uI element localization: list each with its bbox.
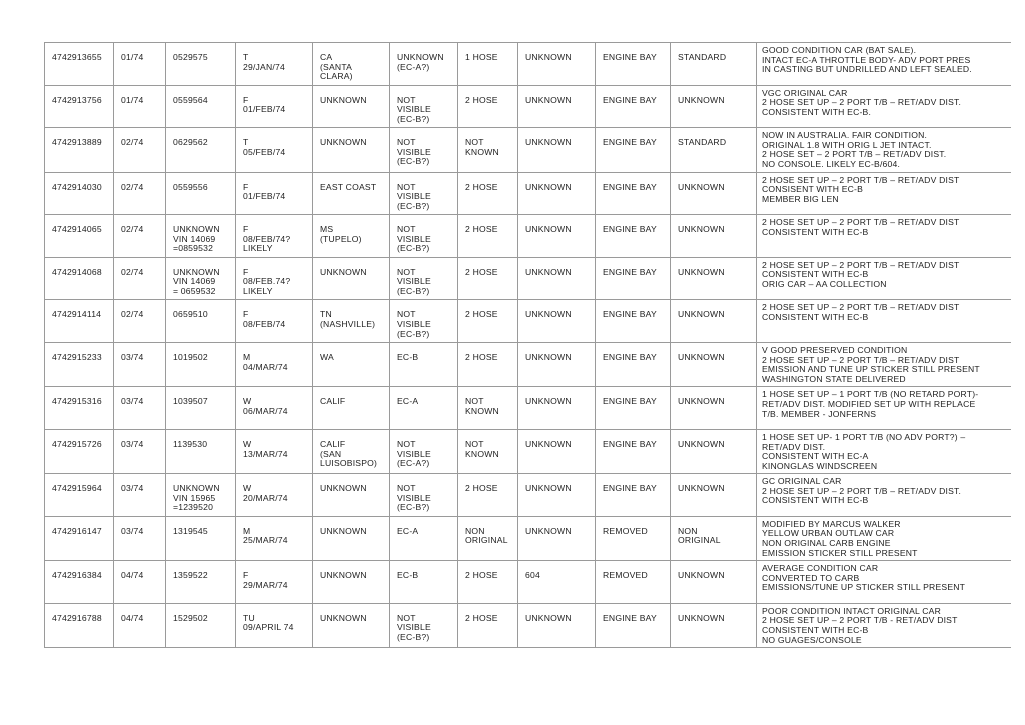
cell-day-date: W 20/MAR/74	[236, 474, 313, 517]
cell-day-date: W 13/MAR/74	[236, 429, 313, 473]
cell-month: 02/74	[114, 215, 166, 258]
cell-serial: 1359522	[166, 561, 236, 604]
cell-notes: 2 HOSE SET UP – 2 PORT T/B – RET/ADV DIST CONSISENT WITH EC-B MEMBER BIG LEN	[757, 172, 1011, 215]
cell-ec: NOT VISIBLE (EC-B?)	[390, 300, 458, 343]
cell-position: ENGINE BAY	[596, 257, 671, 300]
cell-type: NON ORIGINAL	[671, 516, 757, 560]
cell-type: STANDARD	[671, 43, 757, 86]
cell-id: 4742915964	[45, 474, 114, 517]
table-row	[45, 43, 1011, 86]
cell-notes: AVERAGE CONDITION CAR CONVERTED TO CARB EMISSIONS/TUNE UP STICKER STILL PRESENT	[757, 561, 1011, 604]
table-row	[45, 342, 1011, 386]
cell-type: STANDARD	[671, 128, 757, 172]
cell-location: CALIF	[313, 387, 390, 430]
cell-location: UNKNOWN	[313, 257, 390, 300]
cell-position: REMOVED	[596, 561, 671, 604]
cell-type: UNKNOWN	[671, 257, 757, 300]
cell-day-date: M 25/MAR/74	[236, 516, 313, 560]
cell-type: UNKNOWN	[671, 215, 757, 258]
cell-notes: 1 HOSE SET UP – 1 PORT T/B (NO RETARD PORT)- RET/ADV DIST. MODIFIED SET UP WITH REPLACE T/B. MEMBER - JONFERNS	[757, 387, 1011, 430]
cell-notes: 2 HOSE SET UP – 2 PORT T/B – RET/ADV DIST CONSISTENT WITH EC-B	[757, 215, 1011, 258]
cell-month: 02/74	[114, 257, 166, 300]
cell-hose: NON ORIGINAL	[458, 516, 518, 560]
table-row	[45, 85, 1011, 128]
table-row	[45, 128, 1011, 172]
cell-day-date: F 08/FEB.74? LIKELY	[236, 257, 313, 300]
cell-number: UNKNOWN	[518, 43, 596, 86]
table-row	[45, 516, 1011, 560]
cell-notes: MODIFIED BY MARCUS WALKER YELLOW URBAN OUTLAW CAR NON ORIGINAL CARB ENGINE EMISSION STICKER STILL PRESENT	[757, 516, 1011, 560]
cell-position: ENGINE BAY	[596, 300, 671, 343]
cell-serial: 1139530	[166, 429, 236, 473]
cell-notes: V GOOD PRESERVED CONDITION 2 HOSE SET UP – 2 PORT T/B – RET/ADV DIST EMISSION AND TUNE UP STICKER STILL PRESENT WASHINGTON STATE DELIVERED	[757, 342, 1011, 386]
cell-hose: NOT KNOWN	[458, 128, 518, 172]
cell-month: 04/74	[114, 561, 166, 604]
cell-location: TN (NASHVILLE)	[313, 300, 390, 343]
table-row	[45, 387, 1011, 430]
cell-id: 4742916384	[45, 561, 114, 604]
cell-type: UNKNOWN	[671, 387, 757, 430]
cell-day-date: W 06/MAR/74	[236, 387, 313, 430]
cell-serial: 0559564	[166, 85, 236, 128]
cell-number: UNKNOWN	[518, 342, 596, 386]
cell-id: 4742914030	[45, 172, 114, 215]
cell-ec: NOT VISIBLE (EC-B?)	[390, 603, 458, 647]
cell-month: 01/74	[114, 43, 166, 86]
cell-hose: 2 HOSE	[458, 561, 518, 604]
cell-hose: 2 HOSE	[458, 85, 518, 128]
cell-day-date: T 05/FEB/74	[236, 128, 313, 172]
cell-number: UNKNOWN	[518, 172, 596, 215]
cell-location: CALIF (SAN LUISOBISPO)	[313, 429, 390, 473]
cell-type: UNKNOWN	[671, 561, 757, 604]
table-row	[45, 474, 1011, 517]
cell-serial: 0629562	[166, 128, 236, 172]
cell-location: MS (TUPELO)	[313, 215, 390, 258]
cell-ec: NOT VISIBLE (EC-A?)	[390, 429, 458, 473]
table-row	[45, 300, 1011, 343]
cell-location: UNKNOWN	[313, 561, 390, 604]
vehicle-register-table	[44, 42, 1011, 648]
cell-location: UNKNOWN	[313, 85, 390, 128]
cell-number: UNKNOWN	[518, 516, 596, 560]
cell-month: 03/74	[114, 387, 166, 430]
cell-location: UNKNOWN	[313, 603, 390, 647]
cell-day-date: F 08/FEB/74? LIKELY	[236, 215, 313, 258]
cell-ec: NOT VISIBLE (EC-B?)	[390, 85, 458, 128]
cell-id: 4742914068	[45, 257, 114, 300]
cell-ec: EC-B	[390, 342, 458, 386]
cell-type: UNKNOWN	[671, 474, 757, 517]
cell-position: ENGINE BAY	[596, 172, 671, 215]
cell-serial: UNKNOWN VIN 14069 = 0659532	[166, 257, 236, 300]
cell-position: ENGINE BAY	[596, 342, 671, 386]
cell-id: 4742914114	[45, 300, 114, 343]
cell-id: 4742914065	[45, 215, 114, 258]
cell-serial: 1529502	[166, 603, 236, 647]
cell-month: 02/74	[114, 128, 166, 172]
cell-ec: NOT VISIBLE (EC-B?)	[390, 128, 458, 172]
cell-id: 4742913655	[45, 43, 114, 86]
cell-month: 03/74	[114, 429, 166, 473]
cell-location: UNKNOWN	[313, 516, 390, 560]
cell-type: UNKNOWN	[671, 300, 757, 343]
cell-day-date: M 04/MAR/74	[236, 342, 313, 386]
cell-hose: 2 HOSE	[458, 342, 518, 386]
cell-day-date: TU 09/APRIL 74	[236, 603, 313, 647]
cell-hose: 2 HOSE	[458, 215, 518, 258]
cell-id: 4742915316	[45, 387, 114, 430]
cell-day-date: T 29/JAN/74	[236, 43, 313, 86]
cell-id: 4742915726	[45, 429, 114, 473]
cell-number: 604	[518, 561, 596, 604]
cell-id: 4742916147	[45, 516, 114, 560]
cell-hose: 2 HOSE	[458, 300, 518, 343]
cell-number: UNKNOWN	[518, 257, 596, 300]
cell-serial: UNKNOWN VIN 14069 =0859532	[166, 215, 236, 258]
cell-type: UNKNOWN	[671, 342, 757, 386]
table-body	[45, 43, 1011, 648]
cell-notes: 2 HOSE SET UP – 2 PORT T/B – RET/ADV DIST CONSISTENT WITH EC-B	[757, 300, 1011, 343]
cell-day-date: F 01/FEB/74	[236, 85, 313, 128]
cell-month: 04/74	[114, 603, 166, 647]
table-row	[45, 172, 1011, 215]
cell-position: ENGINE BAY	[596, 43, 671, 86]
cell-notes: POOR CONDITION INTACT ORIGINAL CAR 2 HOSE SET UP – 2 PORT T/B - RET/ADV DIST CONSISTENT WITH EC-B NO GUAGES/CONSOLE	[757, 603, 1011, 647]
table-row	[45, 429, 1011, 473]
cell-number: UNKNOWN	[518, 387, 596, 430]
cell-id: 4742915233	[45, 342, 114, 386]
cell-ec: NOT VISIBLE (EC-B?)	[390, 172, 458, 215]
cell-notes: 1 HOSE SET UP- 1 PORT T/B (NO ADV PORT?) – RET/ADV DIST. CONSISTENT WITH EC-A KINONGLAS WINDSCREEN	[757, 429, 1011, 473]
cell-ec: NOT VISIBLE (EC-B?)	[390, 215, 458, 258]
cell-hose: 2 HOSE	[458, 603, 518, 647]
cell-ec: EC-A	[390, 387, 458, 430]
cell-type: UNKNOWN	[671, 603, 757, 647]
cell-number: UNKNOWN	[518, 603, 596, 647]
cell-location: CA (SANTA CLARA)	[313, 43, 390, 86]
cell-number: UNKNOWN	[518, 429, 596, 473]
cell-position: ENGINE BAY	[596, 85, 671, 128]
cell-serial: 0659510	[166, 300, 236, 343]
cell-day-date: F 29/MAR/74	[236, 561, 313, 604]
cell-position: ENGINE BAY	[596, 603, 671, 647]
cell-position: ENGINE BAY	[596, 128, 671, 172]
cell-hose: 1 HOSE	[458, 43, 518, 86]
cell-type: UNKNOWN	[671, 429, 757, 473]
cell-type: UNKNOWN	[671, 172, 757, 215]
cell-hose: 2 HOSE	[458, 172, 518, 215]
cell-position: ENGINE BAY	[596, 429, 671, 473]
cell-serial: 0559556	[166, 172, 236, 215]
cell-location: UNKNOWN	[313, 128, 390, 172]
cell-day-date: F 08/FEB/74	[236, 300, 313, 343]
cell-ec: NOT VISIBLE (EC-B?)	[390, 474, 458, 517]
cell-serial: 0529575	[166, 43, 236, 86]
cell-hose: NOT KNOWN	[458, 387, 518, 430]
table-row	[45, 215, 1011, 258]
cell-hose: 2 HOSE	[458, 474, 518, 517]
cell-notes: VGC ORIGINAL CAR 2 HOSE SET UP – 2 PORT T/B – RET/ADV DIST. CONSISTENT WITH EC-B.	[757, 85, 1011, 128]
cell-position: REMOVED	[596, 516, 671, 560]
cell-number: UNKNOWN	[518, 85, 596, 128]
table-row	[45, 257, 1011, 300]
cell-month: 02/74	[114, 300, 166, 343]
cell-number: UNKNOWN	[518, 300, 596, 343]
cell-month: 03/74	[114, 516, 166, 560]
cell-month: 03/74	[114, 474, 166, 517]
cell-hose: 2 HOSE	[458, 257, 518, 300]
cell-notes: GOOD CONDITION CAR (BAT SALE). INTACT EC-A THROTTLE BODY- ADV PORT PRES IN CASTING BUT UNDRILLED AND LEFT SEALED.	[757, 43, 1011, 86]
table-row	[45, 603, 1011, 647]
cell-type: UNKNOWN	[671, 85, 757, 128]
cell-notes: GC ORIGINAL CAR 2 HOSE SET UP – 2 PORT T/B – RET/ADV DIST. CONSISTENT WITH EC-B	[757, 474, 1011, 517]
cell-position: ENGINE BAY	[596, 474, 671, 517]
cell-number: UNKNOWN	[518, 128, 596, 172]
table-row	[45, 561, 1011, 604]
cell-serial: 1319545	[166, 516, 236, 560]
cell-position: ENGINE BAY	[596, 387, 671, 430]
cell-number: UNKNOWN	[518, 474, 596, 517]
cell-serial: 1039507	[166, 387, 236, 430]
cell-ec: EC-B	[390, 561, 458, 604]
cell-serial: 1019502	[166, 342, 236, 386]
cell-id: 4742913756	[45, 85, 114, 128]
cell-location: WA	[313, 342, 390, 386]
cell-location: UNKNOWN	[313, 474, 390, 517]
cell-month: 02/74	[114, 172, 166, 215]
cell-ec: UNKNOWN (EC-A?)	[390, 43, 458, 86]
cell-month: 01/74	[114, 85, 166, 128]
cell-day-date: F 01/FEB/74	[236, 172, 313, 215]
cell-number: UNKNOWN	[518, 215, 596, 258]
cell-notes: 2 HOSE SET UP – 2 PORT T/B – RET/ADV DIST CONSISTENT WITH EC-B ORIG CAR – AA COLLECTION	[757, 257, 1011, 300]
cell-position: ENGINE BAY	[596, 215, 671, 258]
cell-month: 03/74	[114, 342, 166, 386]
cell-ec: NOT VISIBLE (EC-B?)	[390, 257, 458, 300]
cell-hose: NOT KNOWN	[458, 429, 518, 473]
cell-id: 4742913889	[45, 128, 114, 172]
cell-serial: UNKNOWN VIN 15965 =1239520	[166, 474, 236, 517]
cell-ec: EC-A	[390, 516, 458, 560]
cell-notes: NOW IN AUSTRALIA. FAIR CONDITION. ORIGINAL 1.8 WITH ORIG L JET INTACT. 2 HOSE SET – 2 PORT T/B – RET/ADV DIST. NO CONSOLE. LIKELY EC-B/604.	[757, 128, 1011, 172]
cell-location: EAST COAST	[313, 172, 390, 215]
cell-id: 4742916788	[45, 603, 114, 647]
